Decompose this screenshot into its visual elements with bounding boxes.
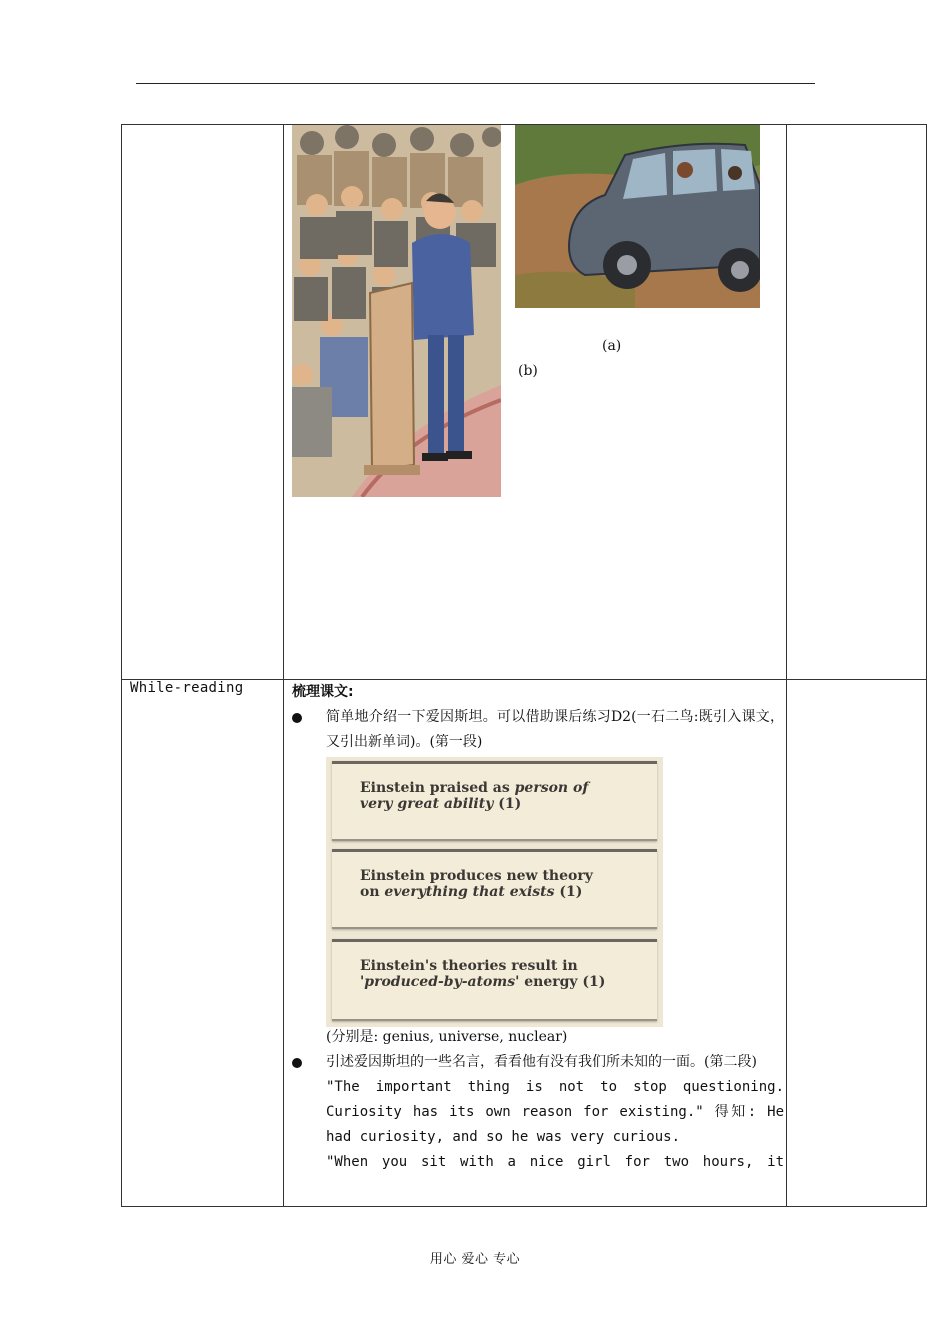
clipping-2-lead: Einstein produces new theory on	[360, 868, 593, 900]
bullet-2-text: 引述爱因斯坦的一些名言，看看他有没有我们所未知的一面。(第二段)	[326, 1054, 757, 1070]
bullet-item-1	[292, 705, 784, 755]
bullet-item-2	[292, 1050, 784, 1075]
clipping-3-italic: 'produced-by-atoms'	[360, 974, 520, 990]
clipping-1	[332, 761, 657, 841]
clipping-2-italic: everything that exists	[384, 884, 555, 900]
car-illustration	[515, 125, 760, 308]
clipping-3-tail: energy (1)	[519, 974, 606, 990]
lecture-hall-illustration	[292, 125, 501, 497]
quote-2-start: "When you sit with a nice girl for two hours, it	[326, 1154, 784, 1170]
clipping-1-tail: (1)	[493, 796, 522, 812]
bullet-1-text: 简单地介绍一下爱因斯坦。可以借助课后练习D2(一石二鸟:既引入课文，又引出新单词)。(第一段)	[326, 709, 784, 750]
quote-1: "The important thing is not to stop questioning. Curiosity has its own reason for existing." 得知: He had curiosity, and so he was very curious.	[326, 1079, 784, 1145]
clipping-2	[332, 849, 657, 929]
column-divider-2	[786, 125, 787, 1206]
clipping-3-lead: Einstein's theories result in	[360, 958, 578, 974]
clipping-1-italic: person of very great ability	[360, 780, 589, 812]
answers-text: (分别是: genius, universe, nuclear)	[326, 1029, 568, 1045]
caption-a: (a)	[602, 338, 622, 354]
header-rule	[136, 83, 815, 84]
clipping-2-tail: (1)	[554, 884, 583, 900]
stage-label-while-reading: While-reading	[130, 680, 244, 696]
caption-b: (b)	[518, 363, 538, 379]
bullet-icon	[292, 713, 302, 723]
clipping-3	[332, 939, 657, 1021]
page-footer: 用心 爱心 专心	[429, 1252, 521, 1267]
clipping-1-lead: Einstein praised as	[360, 780, 515, 796]
headline-clippings-image	[326, 757, 663, 1027]
bullet-icon	[292, 1058, 302, 1068]
column-divider-1	[283, 125, 284, 1206]
section-heading: 梳理课文:	[292, 684, 354, 700]
